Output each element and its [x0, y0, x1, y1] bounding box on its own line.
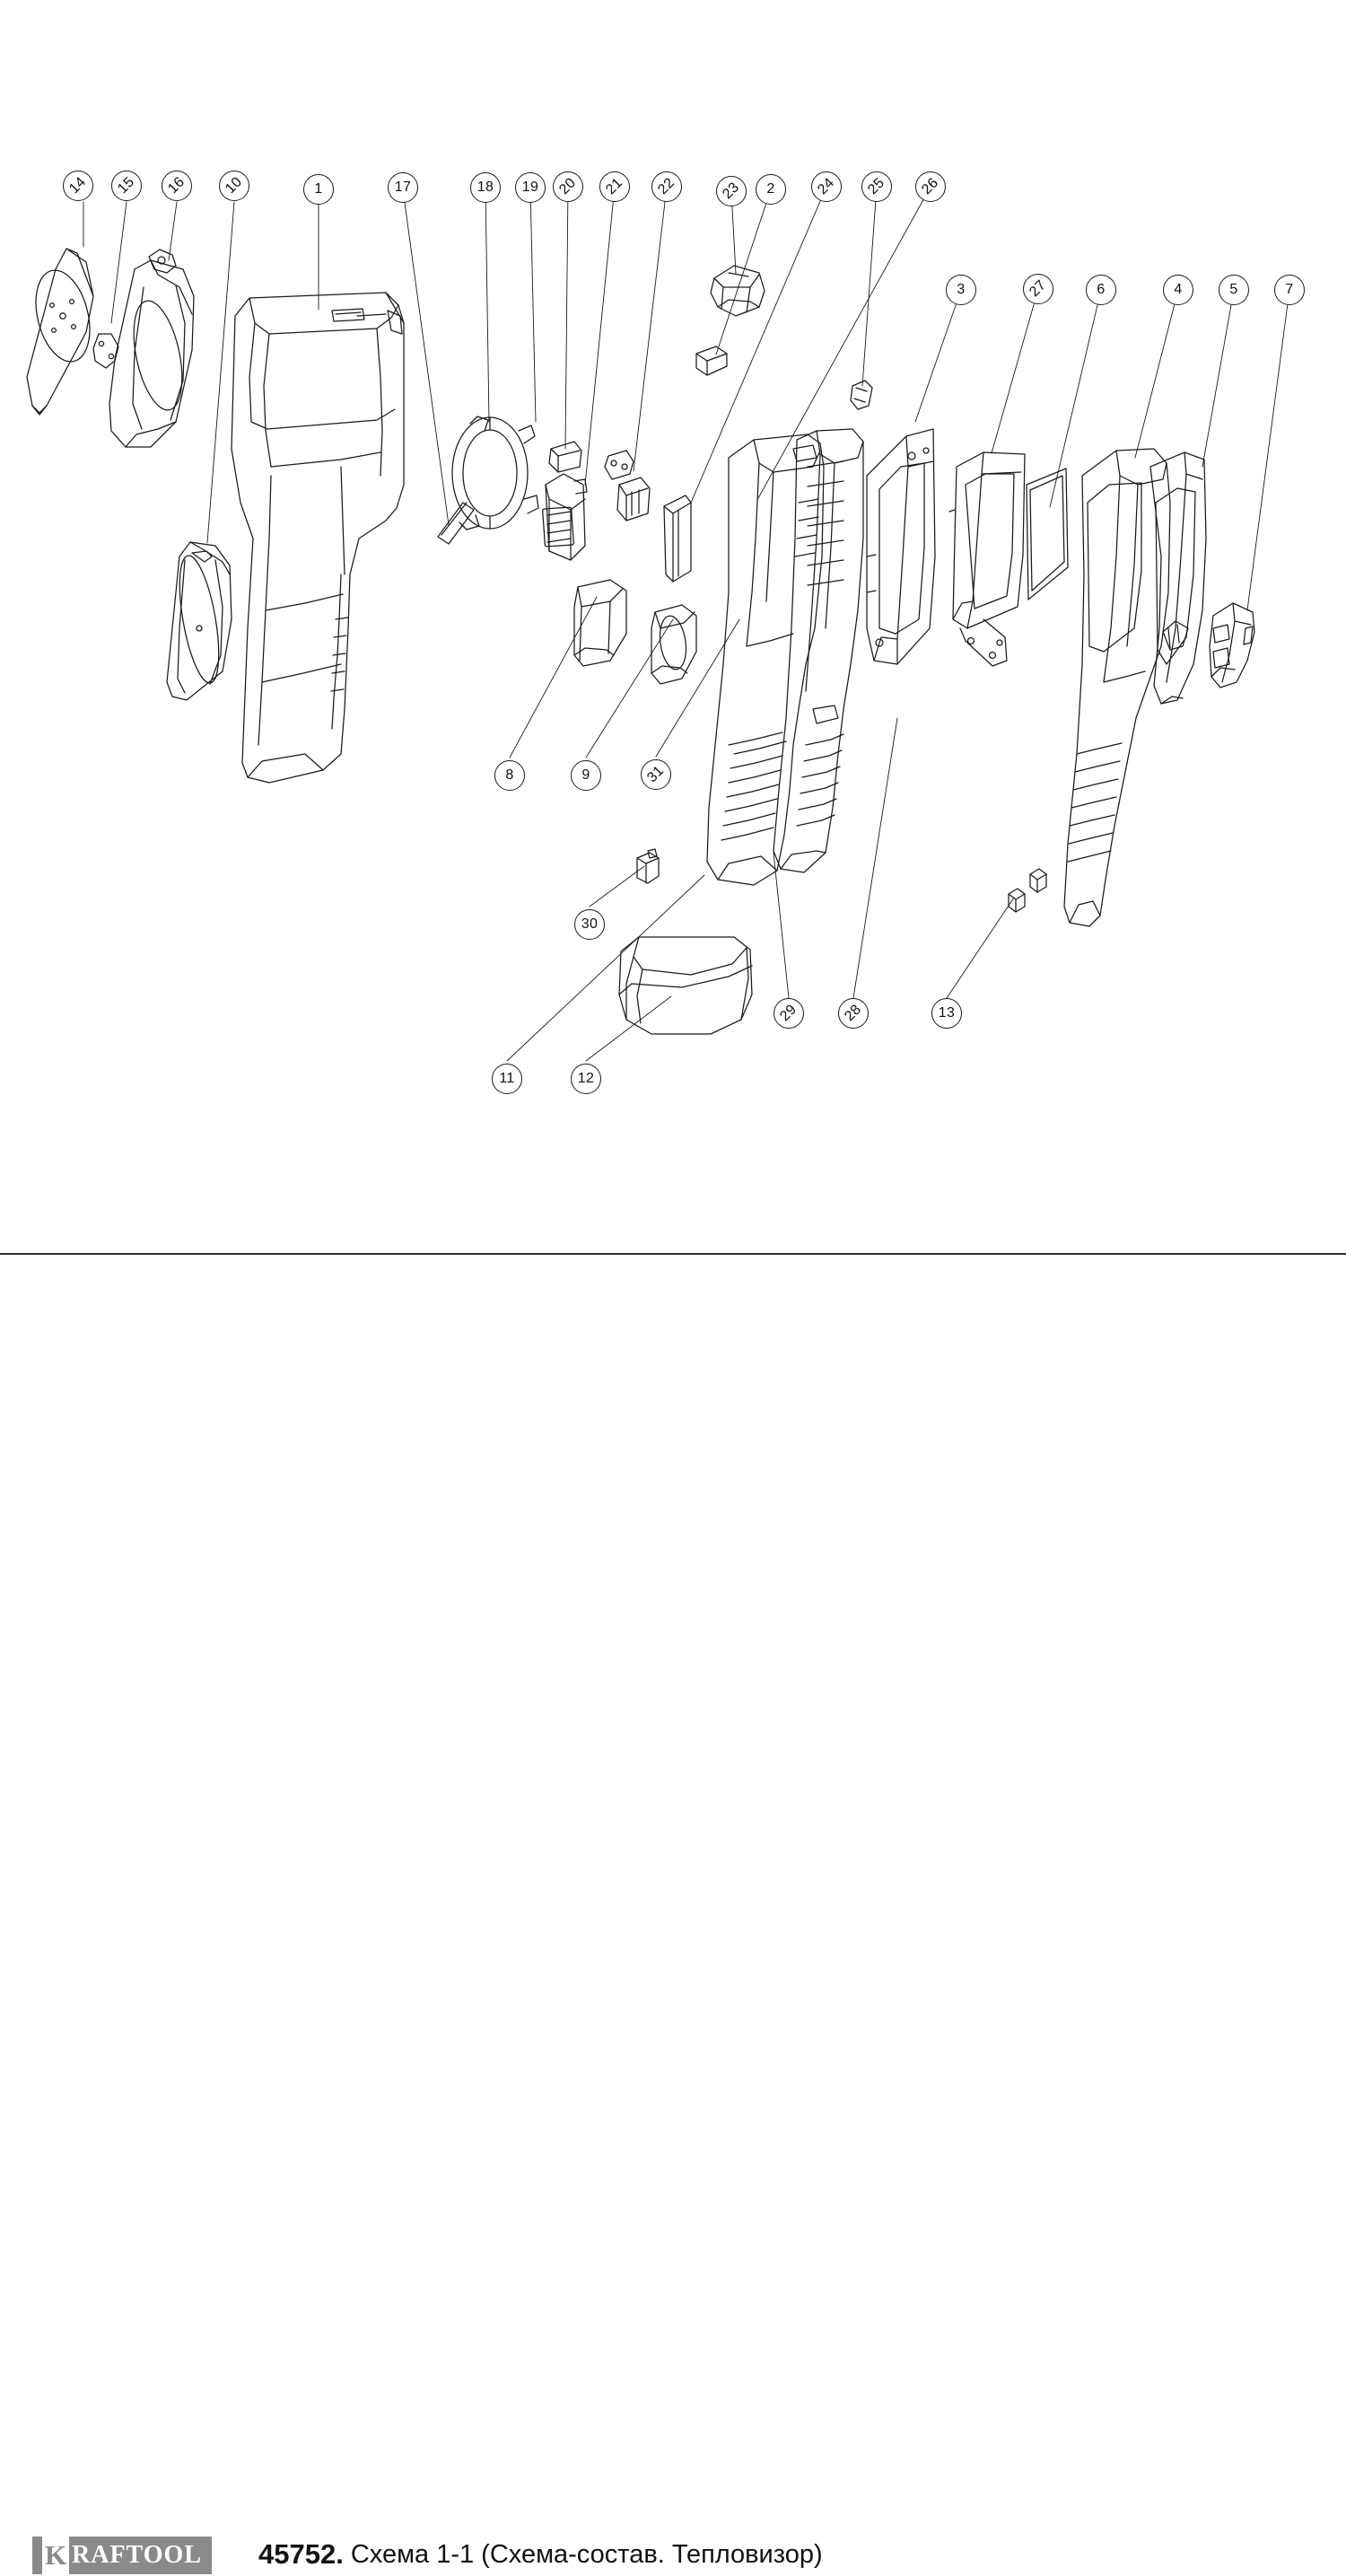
- caption-text: Схема 1-1 (Схема-состав. Тепловизор): [350, 2539, 823, 2569]
- part-21-washer-plate: [605, 451, 634, 479]
- part-2-small-block: [696, 346, 727, 375]
- callout-29[interactable]: 29: [767, 992, 810, 1035]
- callout-1[interactable]: 1: [303, 174, 334, 205]
- callout-10[interactable]: 10: [213, 164, 256, 207]
- logo-wordmark: RAFTOOL: [72, 2541, 202, 2569]
- part-24-ribbon: [664, 495, 691, 582]
- part-3-mid-frame: [867, 429, 935, 664]
- callout-20[interactable]: 20: [546, 165, 590, 208]
- part-25-tiny-bracket: [851, 381, 872, 409]
- callout-18[interactable]: 18: [470, 172, 501, 203]
- part-22-connector-block: [617, 478, 650, 521]
- callout-2[interactable]: 2: [756, 174, 786, 205]
- catalog-code: 45752.: [258, 2538, 344, 2570]
- part-9-pad-b: [651, 605, 696, 684]
- part-14-oval-plate: [27, 249, 99, 415]
- callout-9[interactable]: 9: [571, 760, 601, 791]
- part-7-battery-latch: [1210, 603, 1254, 688]
- part-8-pad-a: [574, 580, 626, 666]
- part-12-battery: [619, 937, 752, 1034]
- part-13-screws: [1009, 869, 1046, 912]
- callout-26[interactable]: 26: [909, 165, 952, 208]
- callout-15[interactable]: 15: [105, 164, 148, 207]
- callout-3[interactable]: 3: [946, 275, 976, 305]
- part-1-front-housing: [232, 293, 404, 783]
- footer: [0, 1255, 1346, 2571]
- callout-4[interactable]: 4: [1163, 275, 1193, 305]
- callout-25[interactable]: 25: [855, 165, 898, 208]
- callout-17[interactable]: 17: [388, 172, 418, 203]
- callout-27[interactable]: 27: [1017, 267, 1060, 311]
- callout-12[interactable]: 12: [571, 1064, 601, 1094]
- part-18-lens-ring: [452, 416, 538, 530]
- part-29-inner-chassis: [707, 434, 824, 885]
- exploded-diagram-canvas: [0, 0, 1346, 1252]
- callout-30[interactable]: 30: [574, 909, 605, 940]
- callout-6[interactable]: 6: [1086, 275, 1116, 305]
- part-31-ribbon-edge: [734, 619, 739, 628]
- callout-21[interactable]: 21: [593, 165, 636, 208]
- part-5-rear-bezel: [1150, 452, 1206, 704]
- diagram-caption: [258, 2533, 823, 2576]
- kraftool-logo: [32, 2537, 212, 2574]
- part-30-switch: [637, 849, 659, 883]
- part-27-lcd-panel: [949, 452, 1025, 666]
- logo-initial: K: [42, 2537, 69, 2574]
- callout-24[interactable]: 24: [805, 165, 848, 208]
- callout-8[interactable]: 8: [494, 760, 525, 791]
- callout-16[interactable]: 16: [155, 164, 198, 207]
- callout-14[interactable]: 14: [57, 164, 100, 207]
- part-10-side-insert: [167, 542, 232, 700]
- callout-7[interactable]: 7: [1274, 275, 1305, 305]
- part-19-sensor-module: [543, 474, 587, 560]
- part-6-display-glass: [1027, 469, 1068, 600]
- part-17-flex-strip: [438, 503, 474, 544]
- part-16-lens-hood: [109, 250, 194, 447]
- callout-13[interactable]: 13: [931, 998, 962, 1029]
- callout-23[interactable]: 23: [710, 170, 753, 213]
- callout-28[interactable]: 28: [832, 992, 875, 1035]
- part-28-inner-chassis-right: [774, 429, 863, 872]
- callout-19[interactable]: 19: [515, 172, 546, 203]
- callout-11[interactable]: 11: [492, 1064, 522, 1094]
- callout-5[interactable]: 5: [1219, 275, 1249, 305]
- callout-22[interactable]: 22: [645, 165, 688, 208]
- callout-31[interactable]: 31: [634, 753, 677, 796]
- leader-lines: [83, 187, 1289, 1061]
